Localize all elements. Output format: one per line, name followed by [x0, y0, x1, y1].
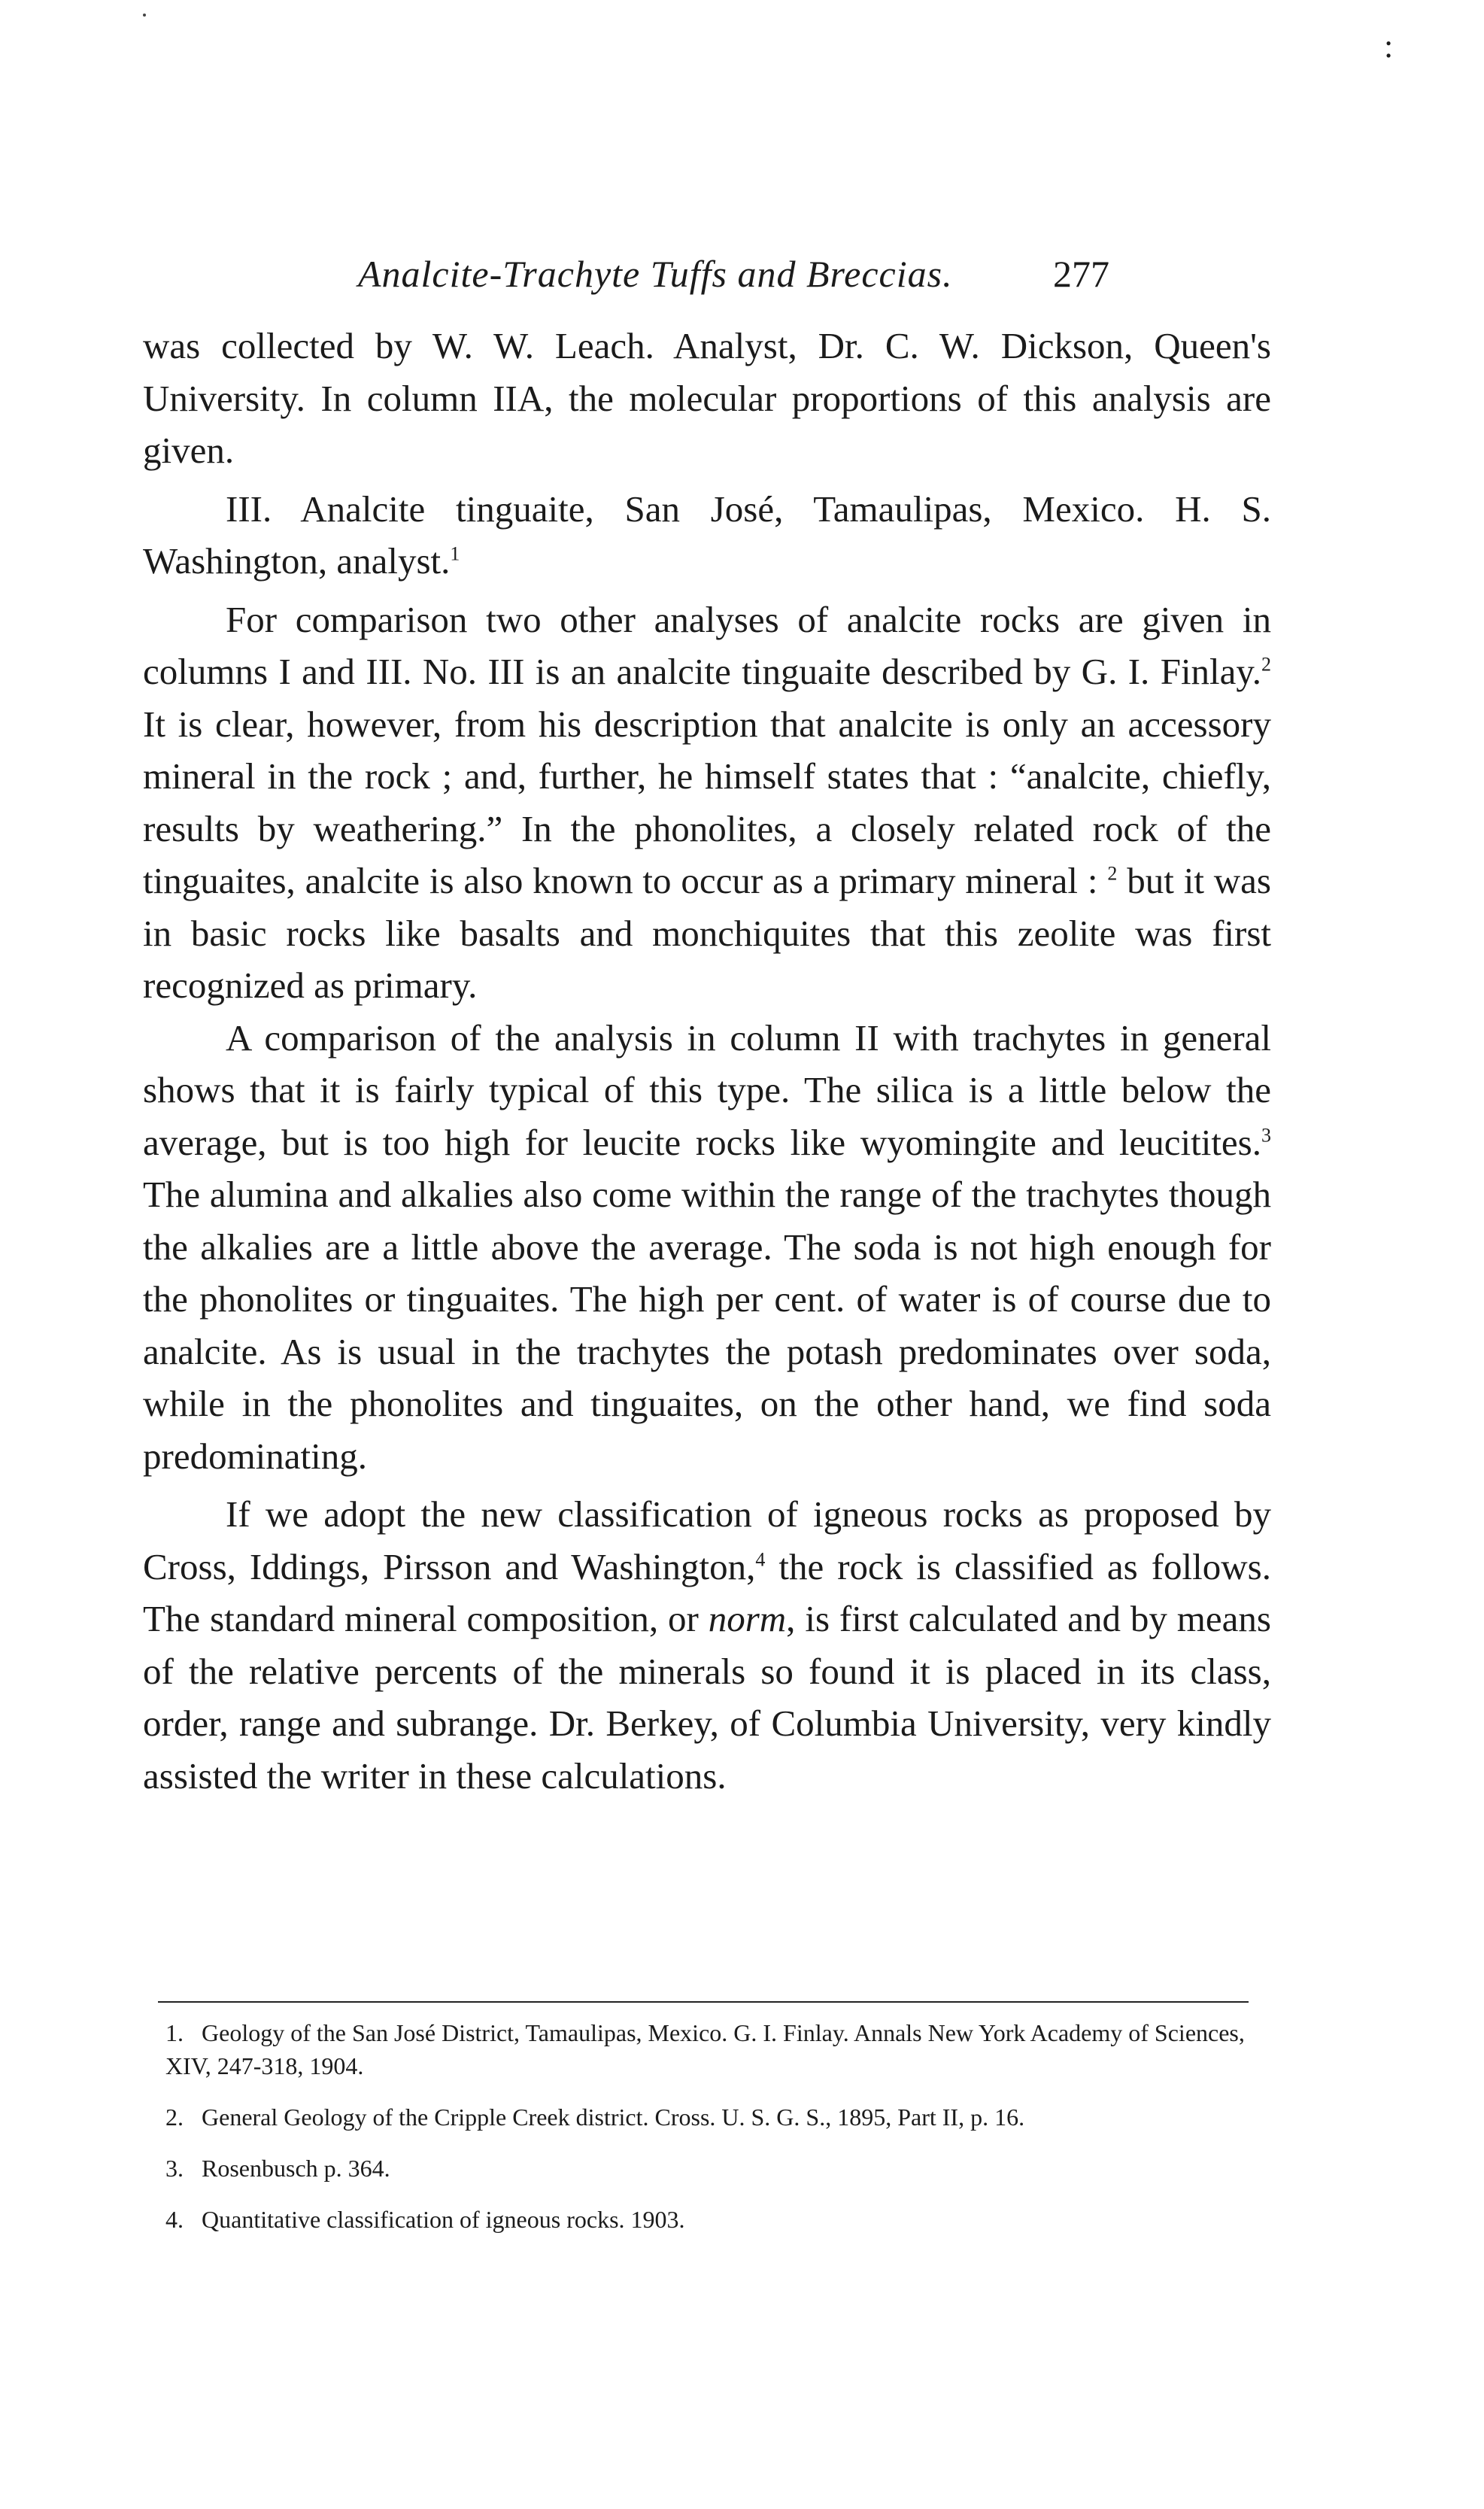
footnote-3: [165, 2152, 1249, 2185]
paragraph-1: [143, 320, 1271, 477]
running-head: [226, 252, 1279, 305]
footnote-ref-2b: 2: [1107, 862, 1118, 885]
paragraph-4: [143, 1012, 1271, 1483]
footnote-ref-1: 1: [450, 542, 460, 565]
paragraph-5-text-c: , is first calculated and by means of the relative percents of the minerals so found it is placed in its class, order, range and subrange. Dr. Berkey, of Columbia University, very kindly assisted the writer in these calculations.: [143, 1598, 1271, 1797]
paragraph-3-text-a: For comparison two other analyses of analcite rocks are given in columns I and III. No. III is an analcite tinguaite described by G. I. Finlay.: [143, 598, 1271, 692]
page-number: 277: [1053, 253, 1109, 295]
footnote-text: General Geology of the Cripple Creek district. Cross. U. S. G. S., 1895, Part II, p. 16.: [202, 2103, 1025, 2131]
paragraph-4-text-b: The alumina and alkalies also come within the range of the trachytes though the alkalies are a little above the average. The soda is not high enough for the phonolites or tinguaites. The high per cent. of water is of course due to analcite. As is usual in the trachytes the potash predominates over soda, while in the phonolites and tinguaites, on the other hand, we find soda predominating.: [143, 1174, 1271, 1477]
footnote-4: [165, 2203, 1249, 2236]
paragraph-5-text-b: the rock is classified as follows. The standard mineral composition, or: [143, 1545, 1271, 1639]
footnote-number: 1.: [165, 2019, 184, 2046]
body-text: [143, 320, 1271, 1802]
footnote-ref-2: 2: [1261, 653, 1271, 676]
footnotes: [165, 2016, 1249, 2254]
paragraph-5-text-a: If we adopt the new classification of igneous rocks as proposed by Cross, Iddings, Pirsson and Washington,: [143, 1493, 1271, 1587]
footnote-ref-4: 4: [755, 1548, 766, 1571]
running-title: Analcite-Trachyte Tuffs and Breccias.: [358, 253, 953, 295]
paragraph-2-text: III. Analcite tinguaite, San José, Tamaulipas, Mexico. H. S. Washington, analyst.: [143, 488, 1271, 582]
footnote-text: Geology of the San José District, Tamaulipas, Mexico. G. I. Finlay. Annals New York Academy of Sciences, XIV, 247-318, 1904.: [165, 2019, 1245, 2079]
footnote-number: 3.: [165, 2155, 184, 2182]
footnote-2: [165, 2100, 1249, 2134]
paragraph-4-text-a: A comparison of the analysis in column II with trachytes in general shows that it is fairly typical of this type. The silica is a little below the average, but is too high for leucite rocks like wyomingite and leucitites.: [143, 1016, 1271, 1163]
scan-speck: [143, 14, 146, 17]
corner-mark: :: [1384, 28, 1394, 65]
footnote-1: [165, 2016, 1249, 2082]
norm-term: norm: [708, 1598, 787, 1639]
paragraph-1-text: was collected by W. W. Leach. Analyst, Dr. C. W. Dickson, Queen's University. In column IIA, the molecular proportions of this analysis are given.: [143, 325, 1271, 471]
footnote-number: 2.: [165, 2103, 184, 2131]
footnote-text: Quantitative classification of igneous rocks. 1903.: [202, 2206, 685, 2233]
paragraph-3-text-b: It is clear, however, from his description that analcite is only an accessory mineral in the rock ; and, further, he himself states that : “analcite, chiefly, results by weathering.” In the phonolites, a closely related rock of the tinguaites, analcite is also known to occur as a primary mineral :: [143, 703, 1271, 901]
footnote-number: 4.: [165, 2206, 184, 2233]
paragraph-5: [143, 1488, 1271, 1802]
paragraph-3-text-c: but it was in basic rocks like basalts and monchiquites that this zeolite was first recognized as primary.: [143, 860, 1271, 1006]
footnote-rule: [158, 2001, 1249, 2003]
footnote-text: Rosenbusch p. 364.: [202, 2155, 390, 2182]
footnote-ref-3: 3: [1261, 1124, 1271, 1147]
paragraph-3: [143, 594, 1271, 1012]
paragraph-2: [143, 483, 1271, 588]
